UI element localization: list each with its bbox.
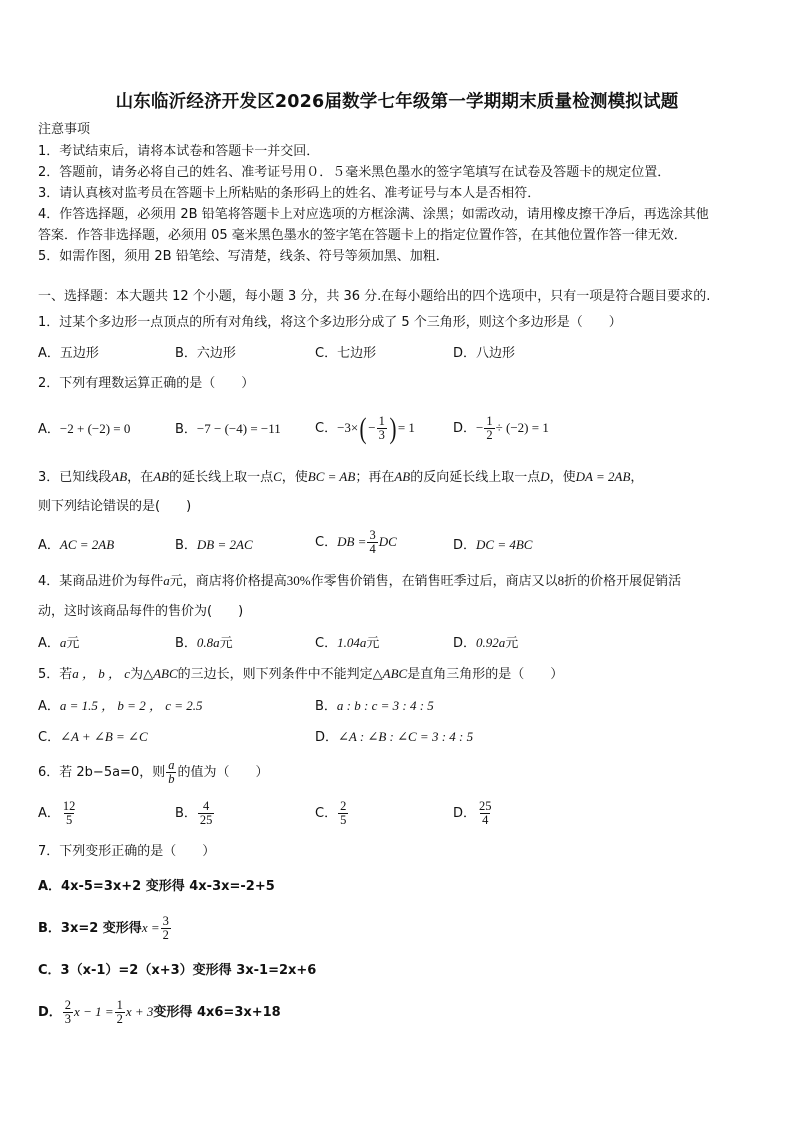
q7-b-fraction	[161, 915, 171, 942]
q4-c-unit: 元	[366, 636, 380, 651]
q6-frac-den: b	[168, 772, 175, 786]
q2-stem: 2．下列有理数运算正确的是（ ）	[38, 376, 255, 391]
q3-option-d	[453, 536, 532, 555]
q7-d-label: D．	[38, 1005, 62, 1020]
q5-option-b	[315, 697, 434, 716]
q2-b-expr: −7 − (−4) = −11	[196, 421, 281, 436]
q3-text-1: 3．已知线段	[38, 470, 112, 485]
q6-d-num: 25	[479, 799, 492, 813]
q4-b-val: 0.8a	[196, 635, 220, 650]
q4-stem-line1	[38, 572, 681, 591]
q2-c-post: = 1	[397, 420, 415, 435]
q6-d-den: 4	[482, 813, 489, 827]
q5-d-label: D．	[315, 730, 339, 745]
q5-text-2: 为	[130, 667, 144, 682]
q4-percent: 30%	[286, 573, 311, 588]
q4-c-label: C．	[315, 636, 338, 651]
q6-b-num: 4	[203, 799, 210, 813]
q1-option-a: A．五边形	[38, 346, 99, 361]
q7-option-d	[38, 993, 281, 1032]
q2-a-expr: −2 + (−2) = 0	[59, 421, 131, 436]
q6-c-den: 5	[340, 813, 347, 827]
q5-a-expr: a = 1.5 ， b = 2 ， c = 2.5	[59, 698, 203, 713]
q4-option-d	[453, 634, 518, 653]
q3-eq2: DA = 2AB	[575, 469, 631, 484]
q3-text-4: ，使	[281, 470, 308, 485]
q6-c-label: C．	[315, 806, 338, 821]
q5-stem	[38, 665, 563, 684]
q6-c-fraction	[338, 800, 348, 827]
q4-option-c	[315, 634, 379, 653]
page-title: 山东临沂经济开发区2026届数学七年级第一学期期末质量检测模拟试题	[115, 92, 679, 112]
note-item-3: 3．请认真核对监考员在答题卡上所粘贴的条形码上的姓名、准考证号与本人是否相符．	[38, 186, 541, 201]
q1-stem: 1．过某个多边形一点顶点的所有对角线，将这个多边形分成了 5 个三角形，则这个多边形是（ ）	[38, 315, 622, 330]
q4-text-1: 4．某商品进价为每件	[38, 574, 164, 589]
q5-b-label: B．	[315, 699, 337, 714]
q3-stem-line2: 则下列结论错误的是( )	[38, 499, 192, 514]
q4-d-label: D．	[453, 636, 477, 651]
q3-d-expr: DC = 4BC	[476, 537, 533, 552]
q5-a-label: A．	[38, 699, 60, 714]
q7-stem: 7．下列变形正确的是（ ）	[38, 844, 216, 859]
q5-triangle-2: △ABC	[372, 666, 408, 681]
q2-b-label: B．	[175, 422, 197, 437]
q7-b-num: 3	[162, 914, 169, 928]
q7-d-num-1: 2	[64, 998, 72, 1012]
note-item-1: 1．考试结束后，请将本试卷和答题卡一并交回．	[38, 144, 320, 159]
q6-text-2: 的值为（ ）	[177, 765, 269, 780]
q3-option-a	[38, 536, 114, 555]
q3-eq1: BC = AB	[307, 469, 356, 484]
q3-c-label: C．	[315, 535, 338, 550]
q6-c-num: 2	[340, 799, 347, 813]
q1-option-d: D．八边形	[453, 346, 516, 361]
q5-vars: a ， b ， c	[72, 666, 131, 681]
q3-text-5: ；再在	[355, 470, 395, 485]
q3-c-post: DC	[378, 534, 397, 549]
q2-d-pre: −	[476, 420, 484, 435]
q4-eight: 8	[557, 573, 565, 588]
q6-b-fraction	[198, 800, 215, 827]
q2-d-label: D．	[453, 421, 477, 436]
q4-var-a: a	[163, 573, 170, 588]
q7-d-fraction-2	[115, 999, 125, 1026]
q4-b-label: B．	[175, 636, 197, 651]
q5-b-expr: a : b : c = 3 : 4 : 5	[336, 698, 434, 713]
q3-d-label: D．	[453, 538, 477, 553]
q3-a-label: A．	[38, 538, 60, 553]
q3-a-expr: AC = 2AB	[59, 537, 115, 552]
q4-d-unit: 元	[505, 636, 519, 651]
q2-d-post: ÷ (−2) = 1	[495, 420, 549, 435]
q4-a-val: a	[59, 635, 67, 650]
q5-text-4: 是直角三角形的是（ ）	[407, 667, 564, 682]
q4-a-unit: 元	[66, 636, 80, 651]
q6-a-fraction	[61, 800, 78, 827]
q2-option-d	[453, 408, 549, 449]
q5-option-c	[38, 728, 148, 747]
q6-d-label: D．	[453, 806, 477, 821]
q5-text-3: 的三边长，则下列条件中不能判定	[177, 667, 373, 682]
q2-c-lparen: (	[359, 411, 367, 445]
q6-b-label: B．	[175, 806, 197, 821]
q5-option-a	[38, 697, 203, 716]
section-heading: 一、选择题：本大题共 12 个小题，每小题 3 分，共 36 分.在每小题给出的四个选项中，只有一项是符合题目要求的.	[38, 289, 711, 304]
q3-ab-2: AB	[153, 469, 170, 484]
q6-a-num: 12	[62, 799, 76, 813]
q2-c-label: C．	[315, 421, 338, 436]
q4-b-unit: 元	[219, 636, 233, 651]
q7-d-fraction-1	[63, 999, 73, 1026]
q3-b-expr: DB = 2AC	[196, 537, 253, 552]
q7-d-post: 变形得 4x6=3x+18	[153, 1005, 281, 1020]
q7-d-den-2: 2	[116, 1012, 123, 1026]
q7-option-c: C．3（x-1）=2（x+3）变形得 3x-1=2x+6	[38, 963, 317, 978]
q5-c-label: C．	[38, 730, 61, 745]
q3-stem-line1	[38, 468, 643, 487]
q3-point-c: C	[273, 469, 282, 484]
q6-option-d	[453, 796, 495, 832]
q4-a-label: A．	[38, 636, 60, 651]
note-item-2: 2．答题前，请务必将自己的姓名、准考证号用０．５毫米黑色墨水的签字笔填写在试卷及答题卡的规定位置．	[38, 165, 671, 180]
q2-c-sign: −	[368, 420, 376, 435]
q7-d-end: x + 3	[125, 1004, 154, 1019]
q2-d-num: 1	[486, 414, 493, 428]
q3-option-b	[175, 536, 253, 555]
q3-c-pre: DB =	[337, 534, 367, 549]
q2-d-fraction	[484, 415, 494, 442]
q3-option-c	[315, 522, 397, 563]
q3-c-den: 4	[369, 542, 376, 556]
q2-c-num: 1	[378, 414, 385, 428]
note-item-4: 4．作答选择题，必须用 2B 铅笔将答题卡上对应选项的方框涂满、涂黑；如需改动，请用橡皮擦干净后，再选涂其他	[38, 207, 709, 222]
q2-c-pre: −3×	[337, 420, 359, 435]
q4-text-4: 折的价格开展促销活	[564, 574, 682, 589]
q6-a-den: 5	[66, 813, 73, 827]
q1-option-b: B．六边形	[175, 346, 236, 361]
q4-stem-line2: 动，这时该商品每件的售价为( )	[38, 604, 244, 619]
q2-option-c	[315, 408, 415, 449]
notes-heading: 注意事项	[38, 122, 91, 137]
note-item-4-cont: 答案．作答非选择题，必须用 05 毫米黑色墨水的签字笔在答题卡上的指定位置作答，在其他位置作答一律无效．	[38, 228, 687, 243]
q7-b-eq: x =	[141, 920, 160, 935]
q6-a-label: A．	[38, 806, 60, 821]
q6-option-a	[38, 796, 78, 832]
q2-option-a	[38, 420, 130, 439]
q6-stem-fraction	[166, 759, 176, 786]
q2-c-fraction	[377, 415, 387, 442]
q7-d-mid: x − 1 =	[74, 1004, 114, 1019]
q7-b-text: B．3x=2 变形得	[38, 921, 142, 936]
q3-text-8: ，	[630, 470, 644, 485]
q5-d-expr: ∠A : ∠B : ∠C = 3 : 4 : 5	[338, 729, 474, 744]
q3-ab-1: AB	[111, 469, 128, 484]
q4-option-a	[38, 634, 79, 653]
q2-d-den: 2	[486, 428, 493, 442]
q4-text-2: 元，商店将价格提高	[169, 574, 287, 589]
q3-point-d: D	[540, 469, 550, 484]
q6-option-c	[315, 796, 349, 832]
q6-frac-num: a	[168, 758, 175, 772]
q6-d-fraction	[477, 800, 494, 827]
q4-c-val: 1.04a	[337, 635, 367, 650]
q1-option-c: C．七边形	[315, 346, 377, 361]
q7-option-a: A．4x-5=3x+2 变形得 4x-3x=-2+5	[38, 879, 275, 894]
q4-option-b	[175, 634, 233, 653]
q3-text-2: ，在	[127, 470, 154, 485]
q7-d-den-1: 3	[64, 1012, 72, 1026]
q3-text-6: 的反向延长线上取一点	[410, 470, 541, 485]
q3-ab-3: AB	[394, 469, 411, 484]
q6-stem	[38, 756, 269, 790]
q5-triangle-1: △ABC	[143, 666, 178, 681]
q7-b-den: 2	[162, 928, 169, 942]
q5-c-expr: ∠A + ∠B = ∠C	[60, 729, 148, 744]
q5-text-1: 5．若	[38, 667, 73, 682]
q3-c-num: 3	[369, 528, 376, 542]
q3-c-fraction	[367, 529, 377, 556]
q6-text-1: 6．若 2b−5a=0，则	[38, 765, 166, 780]
q6-option-b	[175, 796, 215, 832]
q3-b-label: B．	[175, 538, 197, 553]
q3-text-3: 的延长线上取一点	[169, 470, 274, 485]
q2-option-b	[175, 420, 281, 439]
q2-c-den: 3	[378, 428, 385, 442]
q7-option-b	[38, 909, 172, 948]
q3-text-7: ，使	[549, 470, 576, 485]
q6-b-den: 25	[199, 813, 213, 827]
q4-text-3: 作零售价销售，在销售旺季过后，商店又以	[310, 574, 558, 589]
q2-c-rparen: )	[389, 411, 397, 445]
q5-option-d	[315, 728, 473, 747]
q2-a-label: A．	[38, 422, 60, 437]
note-item-5: 5．如需作图，须用 2B 铅笔绘、写清楚，线条、符号等须加黑、加粗．	[38, 249, 449, 264]
q7-d-num-2: 1	[116, 998, 123, 1012]
q4-d-val: 0.92a	[476, 635, 506, 650]
